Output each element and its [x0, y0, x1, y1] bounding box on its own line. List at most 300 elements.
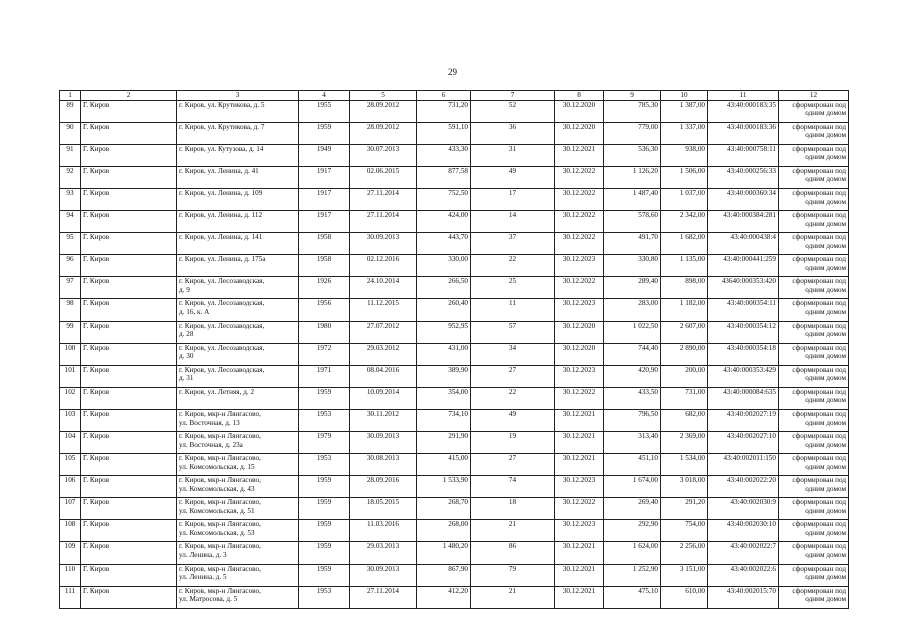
- status-cell: [779, 166, 849, 188]
- cadastral-number-cell: 43:40:000183:36: [708, 122, 779, 144]
- date-cell: 24.10.2014: [350, 277, 417, 299]
- date-cell: 08.04.2016: [350, 365, 417, 387]
- area-cell: 1 533,90: [417, 476, 471, 498]
- address-cell-line: г. Киров, ул. Лесозаводская,: [179, 277, 265, 286]
- value-cell: 269,40: [604, 498, 661, 520]
- cadastral-number-cell: 43:40:000084:635: [708, 387, 779, 409]
- status-cell: [779, 586, 849, 608]
- status-cell: [779, 409, 849, 431]
- page-number: 29: [448, 67, 457, 77]
- date-cell: 30.12.2023: [555, 299, 604, 321]
- status-cell-line: одним домом: [805, 484, 846, 493]
- row-number-cell: 108: [60, 520, 81, 542]
- date-cell: 30.12.2021: [555, 564, 604, 586]
- table-row: [60, 321, 849, 343]
- status-cell-line: одним домом: [805, 528, 846, 537]
- status-cell-line: сформирован под: [792, 454, 846, 463]
- date-cell: 27.11.2014: [350, 211, 417, 233]
- value-cell: 1 506,00: [661, 166, 708, 188]
- cadastral-number-cell: 43:40:000441:259: [708, 255, 779, 277]
- city-cell: Г. Киров: [81, 166, 177, 188]
- date-cell: 27.11.2014: [350, 586, 417, 608]
- address-cell-line: д. 16, к. А: [179, 308, 210, 317]
- cadastral-number-cell: 43:40:002027:10: [708, 432, 779, 454]
- cadastral-number-cell: 43:40:000360:34: [708, 188, 779, 210]
- row-number-cell: 94: [60, 211, 81, 233]
- date-cell: 27.07.2012: [350, 321, 417, 343]
- column-header: 1: [60, 91, 81, 101]
- area-cell: 431,00: [417, 343, 471, 365]
- column-header: 5: [350, 91, 417, 101]
- status-cell-line: сформирован под: [792, 211, 846, 220]
- address-cell-line: г. Киров, ул. Ленина, д. 109: [179, 188, 263, 197]
- status-cell: [779, 277, 849, 299]
- address-cell: [177, 542, 299, 564]
- address-cell: [177, 188, 299, 210]
- address-cell: [177, 520, 299, 542]
- status-cell-line: сформирован под: [792, 100, 846, 109]
- residents-cell: 21: [471, 586, 555, 608]
- status-cell-line: сформирован под: [792, 564, 846, 573]
- value-cell: 200,00: [661, 365, 708, 387]
- row-number-cell: 109: [60, 542, 81, 564]
- table-row: [60, 564, 849, 586]
- column-header: 8: [555, 91, 604, 101]
- value-cell: 2 342,00: [661, 211, 708, 233]
- year-cell: 1958: [299, 233, 350, 255]
- value-cell: 420,90: [604, 365, 661, 387]
- area-cell: 867,90: [417, 564, 471, 586]
- cadastral-number-cell: 43:40:002027:19: [708, 409, 779, 431]
- value-cell: 1 387,00: [661, 100, 708, 122]
- table-row: [60, 542, 849, 564]
- column-header: 3: [177, 91, 299, 101]
- address-cell-line: г. Киров, мкр-н Лянгасово,: [179, 586, 261, 595]
- value-cell: 3 018,00: [661, 476, 708, 498]
- address-cell: [177, 476, 299, 498]
- address-cell-line: г. Киров, ул. Лесозаводская,: [179, 343, 265, 352]
- area-cell: 389,90: [417, 365, 471, 387]
- status-cell-line: сформирован под: [792, 498, 846, 507]
- cadastral-number-cell: 43:40:000353:429: [708, 365, 779, 387]
- address-cell: [177, 365, 299, 387]
- table-row: [60, 144, 849, 166]
- date-cell: 30.12.2021: [555, 454, 604, 476]
- row-number-cell: 111: [60, 586, 81, 608]
- status-cell-line: одним домом: [805, 175, 846, 184]
- city-cell: Г. Киров: [81, 520, 177, 542]
- city-cell: Г. Киров: [81, 454, 177, 476]
- address-cell-line: ул. Комсомольская, д. 53: [179, 528, 255, 537]
- address-cell-line: д. 30: [179, 352, 194, 361]
- row-number-cell: 98: [60, 299, 81, 321]
- area-cell: 443,70: [417, 233, 471, 255]
- address-cell: [177, 498, 299, 520]
- date-cell: 02.12.2016: [350, 255, 417, 277]
- date-cell: 30.07.2013: [350, 144, 417, 166]
- status-cell-line: одним домом: [805, 551, 846, 560]
- status-cell-line: одним домом: [805, 153, 846, 162]
- year-cell: 1949: [299, 144, 350, 166]
- table-row: [60, 520, 849, 542]
- area-cell: 268,70: [417, 498, 471, 520]
- status-cell: [779, 498, 849, 520]
- value-cell: 785,30: [604, 100, 661, 122]
- date-cell: 29.03.2012: [350, 343, 417, 365]
- address-cell-line: ул. Комсомольская, д. 51: [179, 506, 255, 515]
- value-cell: 578,60: [604, 211, 661, 233]
- value-cell: 291,20: [661, 498, 708, 520]
- table-row: [60, 586, 849, 608]
- value-cell: 2 890,00: [661, 343, 708, 365]
- year-cell: 1955: [299, 100, 350, 122]
- residents-cell: 52: [471, 100, 555, 122]
- row-number-cell: 93: [60, 188, 81, 210]
- year-cell: 1917: [299, 188, 350, 210]
- year-cell: 1953: [299, 454, 350, 476]
- value-cell: 1 534,00: [661, 454, 708, 476]
- date-cell: 29.03.2013: [350, 542, 417, 564]
- city-cell: Г. Киров: [81, 233, 177, 255]
- address-cell-line: г. Киров, мкр-н Лянгасово,: [179, 409, 261, 418]
- year-cell: 1917: [299, 166, 350, 188]
- value-cell: 796,50: [604, 409, 661, 431]
- city-cell: Г. Киров: [81, 122, 177, 144]
- address-cell-line: д. 31: [179, 374, 194, 383]
- status-cell-line: сформирован под: [792, 299, 846, 308]
- row-number-cell: 99: [60, 321, 81, 343]
- status-cell-line: сформирован под: [792, 432, 846, 440]
- value-cell: 1 682,00: [661, 233, 708, 255]
- value-cell: 283,00: [604, 299, 661, 321]
- address-cell-line: ул. Восточная, д. 23а: [179, 440, 243, 449]
- status-cell-line: одним домом: [805, 396, 846, 405]
- column-header: 9: [604, 91, 661, 101]
- address-cell-line: ул. Комсомольская, д. 15: [179, 462, 255, 471]
- city-cell: Г. Киров: [81, 188, 177, 210]
- date-cell: 10.09.2014: [350, 387, 417, 409]
- area-cell: 877,58: [417, 166, 471, 188]
- city-cell: Г. Киров: [81, 586, 177, 608]
- city-cell: Г. Киров: [81, 211, 177, 233]
- row-number-cell: 107: [60, 498, 81, 520]
- area-cell: 330,00: [417, 255, 471, 277]
- status-cell-line: одним домом: [805, 219, 846, 228]
- address-cell-line: г. Киров, мкр-н Лянгасово,: [179, 498, 261, 507]
- address-cell: [177, 586, 299, 608]
- year-cell: 1953: [299, 586, 350, 608]
- column-header: 10: [661, 91, 708, 101]
- status-cell-line: сформирован под: [792, 387, 846, 396]
- city-cell: Г. Киров: [81, 476, 177, 498]
- date-cell: 30.12.2023: [555, 365, 604, 387]
- address-cell-line: г. Киров, ул. Лесозаводская,: [179, 299, 265, 308]
- status-cell-line: сформирован под: [792, 233, 846, 242]
- value-cell: 744,40: [604, 343, 661, 365]
- value-cell: 1 037,00: [661, 188, 708, 210]
- address-cell: [177, 277, 299, 299]
- address-cell-line: г. Киров, ул. Лесозаводская,: [179, 321, 265, 330]
- cadastral-number-cell: 43:40:000256:33: [708, 166, 779, 188]
- status-cell: [779, 144, 849, 166]
- value-cell: 330,80: [604, 255, 661, 277]
- status-cell-line: сформирован под: [792, 255, 846, 264]
- residents-cell: 74: [471, 476, 555, 498]
- value-cell: 1 624,00: [604, 542, 661, 564]
- status-cell: [779, 233, 849, 255]
- status-cell-line: одним домом: [805, 308, 846, 317]
- date-cell: 11.12.2015: [350, 299, 417, 321]
- status-cell: [779, 476, 849, 498]
- address-cell: [177, 166, 299, 188]
- address-cell: [177, 564, 299, 586]
- status-cell: [779, 321, 849, 343]
- row-number-cell: 104: [60, 432, 81, 454]
- city-cell: Г. Киров: [81, 387, 177, 409]
- address-cell-line: г. Киров, мкр-н Лянгасово,: [179, 542, 261, 551]
- area-cell: 1 480,20: [417, 542, 471, 564]
- cadastral-number-cell: 43:40:000384:281: [708, 211, 779, 233]
- year-cell: 1959: [299, 498, 350, 520]
- date-cell: 30.12.2023: [555, 520, 604, 542]
- row-number-cell: 91: [60, 144, 81, 166]
- value-cell: 938,00: [661, 144, 708, 166]
- value-cell: 1 487,40: [604, 188, 661, 210]
- year-cell: 1953: [299, 409, 350, 431]
- residents-cell: 49: [471, 409, 555, 431]
- status-cell-line: одним домом: [805, 374, 846, 383]
- date-cell: 30.08.2013: [350, 454, 417, 476]
- city-cell: Г. Киров: [81, 343, 177, 365]
- address-cell-line: г. Киров, мкр-н Лянгасово,: [179, 520, 261, 529]
- area-cell: 433,30: [417, 144, 471, 166]
- area-cell: 260,40: [417, 299, 471, 321]
- year-cell: 1926: [299, 277, 350, 299]
- value-cell: 2 256,00: [661, 542, 708, 564]
- year-cell: 1959: [299, 520, 350, 542]
- address-cell-line: ул. Ленина, д. 3: [179, 551, 227, 560]
- status-cell-line: одним домом: [805, 263, 846, 272]
- value-cell: 2 369,00: [661, 432, 708, 454]
- area-cell: 412,20: [417, 586, 471, 608]
- year-cell: 1917: [299, 211, 350, 233]
- address-cell: [177, 321, 299, 343]
- address-cell-line: г. Киров, ул. Лесозаводская,: [179, 365, 265, 374]
- residents-cell: 11: [471, 299, 555, 321]
- address-cell: [177, 211, 299, 233]
- table-row: [60, 166, 849, 188]
- status-cell-line: одним домом: [805, 418, 846, 427]
- residents-cell: 57: [471, 321, 555, 343]
- address-cell: [177, 100, 299, 122]
- column-header: 7: [471, 91, 555, 101]
- address-cell-line: г. Киров, ул. Летняя, д. 2: [179, 387, 255, 396]
- status-cell-line: одним домом: [805, 440, 846, 449]
- status-cell-line: сформирован под: [792, 188, 846, 197]
- date-cell: 28.09.2012: [350, 100, 417, 122]
- date-cell: 18.05.2015: [350, 498, 417, 520]
- date-cell: 28.09.2016: [350, 476, 417, 498]
- year-cell: 1979: [299, 432, 350, 454]
- status-cell-line: одним домом: [805, 109, 846, 118]
- address-cell: [177, 233, 299, 255]
- row-number-cell: 110: [60, 564, 81, 586]
- address-cell-line: г. Киров, ул. Ленина, д. 112: [179, 211, 263, 220]
- date-cell: 30.12.2021: [555, 432, 604, 454]
- row-number-cell: 96: [60, 255, 81, 277]
- status-cell-line: одним домом: [805, 241, 846, 250]
- table-row: [60, 365, 849, 387]
- city-cell: Г. Киров: [81, 564, 177, 586]
- cadastral-number-cell: 43:40:002030:10: [708, 520, 779, 542]
- value-cell: 451,10: [604, 454, 661, 476]
- cadastral-number-cell: 43:40:002015:70: [708, 586, 779, 608]
- year-cell: 1959: [299, 542, 350, 564]
- status-cell-line: одним домом: [805, 285, 846, 294]
- address-cell-line: ул. Комсомольская, д. 43: [179, 484, 255, 493]
- status-cell: [779, 520, 849, 542]
- residents-cell: 22: [471, 387, 555, 409]
- date-cell: 30.12.2023: [555, 255, 604, 277]
- status-cell-line: сформирован под: [792, 144, 846, 153]
- year-cell: 1959: [299, 564, 350, 586]
- table-row: [60, 188, 849, 210]
- date-cell: 30.12.2020: [555, 343, 604, 365]
- status-cell-line: сформирован под: [792, 409, 846, 418]
- address-cell-line: ул. Матросова, д. 5: [179, 595, 238, 604]
- status-cell-line: одним домом: [805, 197, 846, 206]
- year-cell: 1956: [299, 299, 350, 321]
- address-cell-line: г. Киров, ул. Кутузова, д. 14: [179, 144, 264, 153]
- status-cell: [779, 387, 849, 409]
- residents-cell: 14: [471, 211, 555, 233]
- status-cell: [779, 122, 849, 144]
- year-cell: 1959: [299, 476, 350, 498]
- value-cell: 313,40: [604, 432, 661, 454]
- column-header-row: [60, 91, 849, 101]
- cadastral-number-cell: 43:40:000354:12: [708, 321, 779, 343]
- city-cell: Г. Киров: [81, 299, 177, 321]
- table-row: [60, 122, 849, 144]
- address-cell: [177, 409, 299, 431]
- address-cell-line: г. Киров, мкр-н Лянгасово,: [179, 454, 261, 463]
- area-cell: 424,00: [417, 211, 471, 233]
- address-cell-line: д. 28: [179, 330, 194, 339]
- date-cell: 30.12.2020: [555, 321, 604, 343]
- address-cell-line: д. 9: [179, 285, 190, 294]
- residents-cell: 22: [471, 255, 555, 277]
- table-row: [60, 343, 849, 365]
- residents-cell: 25: [471, 277, 555, 299]
- table-row: [60, 498, 849, 520]
- residents-cell: 27: [471, 365, 555, 387]
- housing-registry-table: [59, 90, 849, 609]
- area-cell: 731,20: [417, 100, 471, 122]
- cadastral-number-cell: 43640:000353:420: [708, 277, 779, 299]
- status-cell: [779, 542, 849, 564]
- table-row: [60, 255, 849, 277]
- area-cell: 952,95: [417, 321, 471, 343]
- address-cell-line: г. Киров, ул. Крутикова, д. 5: [179, 100, 265, 109]
- year-cell: 1972: [299, 343, 350, 365]
- date-cell: 30.12.2021: [555, 586, 604, 608]
- residents-cell: 86: [471, 542, 555, 564]
- address-cell-line: г. Киров, мкр-н Лянгасово,: [179, 432, 261, 440]
- status-cell-line: сформирован под: [792, 542, 846, 551]
- row-number-cell: 89: [60, 100, 81, 122]
- city-cell: Г. Киров: [81, 409, 177, 431]
- table-row: [60, 211, 849, 233]
- address-cell-line: ул. Ленина, д. 5: [179, 573, 227, 582]
- area-cell: 266,50: [417, 277, 471, 299]
- status-cell-line: одним домом: [805, 462, 846, 471]
- column-header: 4: [299, 91, 350, 101]
- status-cell: [779, 188, 849, 210]
- status-cell-line: сформирован под: [792, 365, 846, 374]
- status-cell-line: одним домом: [805, 506, 846, 515]
- status-cell: [779, 564, 849, 586]
- row-number-cell: 90: [60, 122, 81, 144]
- city-cell: Г. Киров: [81, 100, 177, 122]
- address-cell-line: г. Киров, ул. Ленина, д. 41: [179, 166, 259, 175]
- value-cell: 433,50: [604, 387, 661, 409]
- status-cell: [779, 255, 849, 277]
- status-cell-line: сформирован под: [792, 586, 846, 595]
- area-cell: 415,00: [417, 454, 471, 476]
- status-cell-line: одним домом: [805, 330, 846, 339]
- row-number-cell: 102: [60, 387, 81, 409]
- year-cell: 1971: [299, 365, 350, 387]
- year-cell: 1959: [299, 387, 350, 409]
- date-cell: 30.12.2023: [555, 476, 604, 498]
- status-cell-line: сформирован под: [792, 321, 846, 330]
- status-cell: [779, 343, 849, 365]
- address-cell: [177, 255, 299, 277]
- residents-cell: 18: [471, 498, 555, 520]
- city-cell: Г. Киров: [81, 498, 177, 520]
- date-cell: 30.11.2012: [350, 409, 417, 431]
- cadastral-number-cell: 43:40:002022:7: [708, 542, 779, 564]
- value-cell: 536,30: [604, 144, 661, 166]
- status-cell: [779, 365, 849, 387]
- date-cell: 30.12.2022: [555, 233, 604, 255]
- cadastral-number-cell: 43:40:000354:11: [708, 299, 779, 321]
- residents-cell: 79: [471, 564, 555, 586]
- year-cell: 1959: [299, 122, 350, 144]
- status-cell-line: сформирован под: [792, 122, 846, 131]
- year-cell: 1958: [299, 255, 350, 277]
- value-cell: 1 135,00: [661, 255, 708, 277]
- year-cell: 1980: [299, 321, 350, 343]
- value-cell: 1 252,90: [604, 564, 661, 586]
- value-cell: 731,00: [661, 387, 708, 409]
- table-row: [60, 299, 849, 321]
- row-number-cell: 92: [60, 166, 81, 188]
- value-cell: 754,00: [661, 520, 708, 542]
- city-cell: Г. Киров: [81, 144, 177, 166]
- row-number-cell: 105: [60, 454, 81, 476]
- address-cell: [177, 454, 299, 476]
- date-cell: 28.09.2012: [350, 122, 417, 144]
- residents-cell: 19: [471, 432, 555, 454]
- value-cell: 1 126,20: [604, 166, 661, 188]
- status-cell-line: сформирован под: [792, 277, 846, 286]
- value-cell: 292,90: [604, 520, 661, 542]
- value-cell: 491,70: [604, 233, 661, 255]
- address-cell-line: г. Киров, ул. Ленина, д. 175а: [179, 255, 266, 264]
- table-row: [60, 432, 849, 454]
- cadastral-number-cell: 43:40:002030:9: [708, 498, 779, 520]
